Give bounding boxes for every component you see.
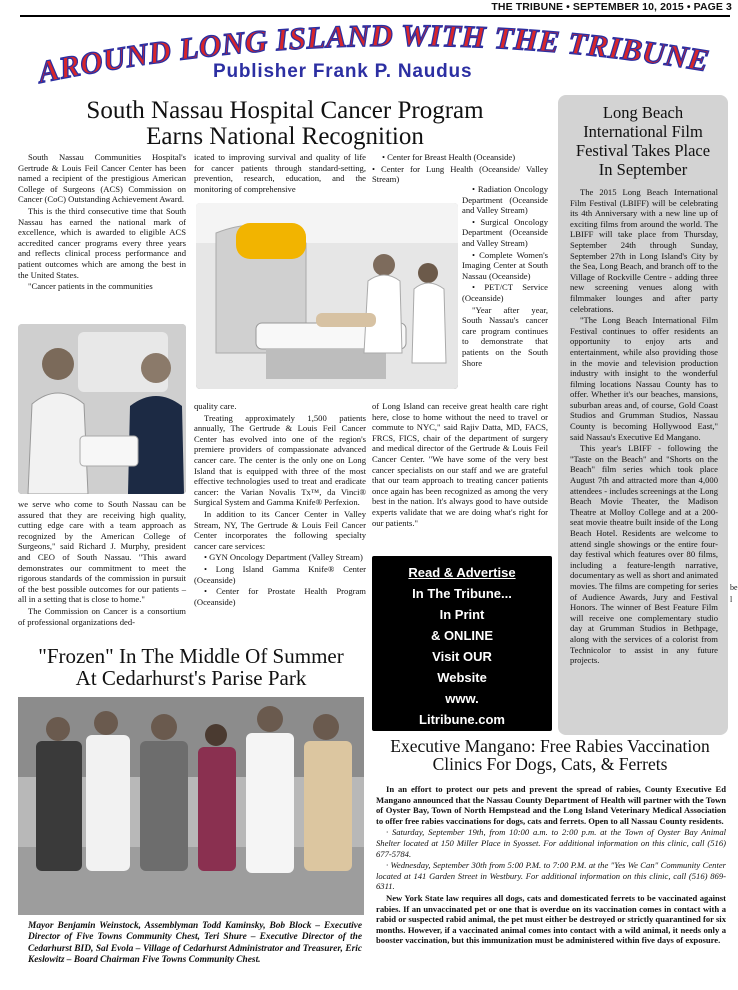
ad-line6: Website <box>437 670 487 685</box>
hospital-col3-b4: • Surgical Oncology Department (Oceanside and Valley Stream) <box>462 216 548 248</box>
ad-line1: Read & Advertise <box>408 565 516 580</box>
hospital-headline-line1: South Nassau Hospital Cancer Program <box>86 97 484 124</box>
hospital-col3-top <box>372 152 548 186</box>
ad-line2: In The Tribune... <box>412 586 512 601</box>
frozen-headline-line2: At Cedarhurst's Parise Park <box>75 666 307 691</box>
rabies-p1: In an effort to protect our pets and prevent the spread of rabies, County Executive Ed Mangano announced that the Nassau County Department of Health will partner with the Town of Oyster Bay, Town of North Hempstead and the Long Island Veterinary Medical Association to offer free rabies vaccinations for dogs, cats and ferrets. Open to all Nassau County residents. <box>376 784 726 826</box>
hospital-col1-p3: "Cancer patients in the communities <box>28 281 153 292</box>
hospital-col2-bottom <box>194 401 366 608</box>
ad-line7: www. <box>445 691 479 706</box>
hospital-col2-p3: In addition to its Cancer Center in Valley Stream, NY, The Gertrude & Louis Feil Cancer Center incorporates the following specialty cancer care services: <box>194 508 366 551</box>
svg-text:AROUND LONG ISLAND WITH THE TR: AROUND LONG ISLAND WITH THE TRIBUNE <box>35 17 712 84</box>
advertise-box[interactable] <box>372 556 552 731</box>
margin-fragment: be l <box>730 583 738 604</box>
rabies-body <box>376 784 726 947</box>
hospital-col3-b5: • Complete Women's Imaging Center at South Nassau (Oceanside) <box>462 249 548 281</box>
rabies-headline-line2: Clinics For Dogs, Cats, & Ferrets <box>432 754 668 775</box>
hospital-col1-p4: we serve who come to South Nassau can be assured that they are receiving high quality, cutting edge care with a team approach as recognized by the American College of Surgeons," said Richard J. Murphy, president and CEO of South Nassau. "This award demonstrates our commitment to meet the rigorous standards of the commission in pursuit of the best possible outcomes for our patients – all in a setting that is close to home." <box>18 499 186 605</box>
hospital-col2-b1: • GYN Oncology Department (Valley Stream) <box>204 552 363 563</box>
ad-website-link[interactable]: Litribune.com <box>419 712 505 727</box>
hospital-headline-line2: Earns National Recognition <box>146 123 424 151</box>
film-headline <box>558 103 728 179</box>
frozen-photo-caption: Mayor Benjamin Weinstock, Assemblyman Todd Kaminsky, Bob Block – Executive Director of Five Towns Community Chest, Teri Shure – Executive Director of the Cedarhurst BID, Sal Evola – Village of Cedarhurst Administrator and Treasurer, Eric Keslowitz – Board Chairman Five Towns Community Chest. <box>28 921 362 966</box>
parise-park-group-photo <box>18 697 364 915</box>
hospital-col3-narrow <box>462 184 548 369</box>
hospital-col1-bottom <box>18 499 186 628</box>
ad-line3: In Print <box>439 607 485 622</box>
film-body <box>570 187 718 666</box>
hospital-col2-b3: • Center for Prostate Health Program (Oceanside) <box>194 586 366 607</box>
hospital-col3-narrow-text: "Year after year, South Nassau's cancer care program continues to demonstrate that patients on the South Shore <box>462 304 548 368</box>
hospital-headline <box>20 98 550 151</box>
hospital-col2-top <box>194 152 366 195</box>
hospital-col1-p1: South Nassau Communities Hospital's Gertrude & Louis Feil Cancer Center has been named a recipient of the prestigious American College of Surgeons (ACS) Commission on Cancer (CoC) Outstanding Achievement Award. <box>18 152 186 205</box>
film-headline-line1: Long Beach <box>602 103 684 122</box>
ad-line5: Visit OUR <box>432 649 492 664</box>
hospital-col3-b1: • Center for Breast Health (Oceanside) <box>382 152 516 162</box>
hospital-col2-p2: Treating approximately 1,500 patients annually, The Gertrude & Louis Feil Cancer Center has evolved into one of the region's premiere providers of compassionate advanced cancer care. The center is the only one on Long Island that is equipped with three of the most effective technologies used to treat and eradicate cancer: the Varian Novalis Tx™, da Vinci® Surgical System and Gamma Knife® Perfexion. <box>194 412 366 508</box>
doctors-photo <box>18 324 186 494</box>
film-headline-line4: In September <box>598 160 688 179</box>
film-headline-line2: International Film <box>583 122 703 141</box>
hospital-col2-p1: quality care. <box>194 401 237 411</box>
hospital-col3-b2: • Center for Lung Health (Oceanside/ Valley Stream) <box>372 163 548 185</box>
radiation-room-photo <box>196 203 458 389</box>
hospital-col1-top <box>18 152 186 293</box>
hospital-col3-b6: • PET/CT Service (Oceanside) <box>462 282 548 303</box>
ad-line4: & ONLINE <box>430 628 494 643</box>
rabies-headline <box>372 737 728 774</box>
film-p2: "The Long Beach International Film Festival continues to offer residents an opportunity to enjoy arts and entertainment, while also providing those in the movie and television production industry with insight to the wonderful filming locations Nassau County has to offer. Whether it's our beaches, mansions, suburban areas and, of course, Gold Coast Studios and Grumman Studios, Nassau County is becoming Hollywood East," said Nassau's Executive Ed Mangano. <box>570 315 718 442</box>
film-festival-sidebar <box>558 95 728 735</box>
film-p1: The 2015 Long Beach International Film Festival (LBIFF) will be celebrating its 4th Anniversary with a new line up of exciting films from around the world. The LBIFF will take place from Thursday, September 24th through Sunday, September 27th in Long Island's City by the Sea, Long Beach, and branch off to the Village of Rockville Centre - adding three new screening venues along with filmmaker lounges and after party celebrations. <box>570 187 718 314</box>
film-p3: This year's LBIFF - following the "Taste on the Beach" and "Shorts on the Beach" film series which took place August 7th and attracted more than 4,000 attendees - includes screenings at the Long Beach Movie Theater, the Madison Theatre at Molloy College and at a 200-seat movie theatre built inside of the Long Beach Hotel. Residents are welcome to attend single showings or the entire four-day festival which features over 80 films, including a feature-length narrative, documentary as well as short and animated movies. The films are competing for series of Audience Awards, Jury and Festival Honors. The winner of Best Feature Film will receive one complementary studio day at Grumman Studios in Bethpage, along with the services of a colorist from Technicolor to assist in any future projects. <box>570 443 718 666</box>
publisher-line: Publisher Frank P. Naudus <box>213 61 473 82</box>
hospital-col1-p5: The Commission on Cancer is a consortium of professional organizations ded- <box>18 605 186 627</box>
rabies-p3: · Wednesday, September 30th from 5:00 P.M. to 7:00 P.M. at the "Yes We Can" Community Center located at 141 Garden Street in Westbury. For additional information on this clinic, call (516) 869-6311. <box>376 860 726 892</box>
hospital-col3-bottom <box>372 401 548 529</box>
frozen-headline-line1: "Frozen" In The Middle Of Summer <box>38 644 344 668</box>
hospital-col2-top-text: icated to improving survival and quality of life for cancer patients through standard-setting, prevention, research, education, and the monitoring of comprehensive <box>194 152 366 194</box>
rabies-p2: · Saturday, September 19th, from 10:00 a.m. to 2:00 p.m. at the Town of Oyster Bay Animal Shelter located at 150 Miller Place in Syosset. For additional information on this clinic, call (516) 677-5784. <box>376 827 726 859</box>
hospital-col1-p2: This is the third consecutive time that South Nassau has earned the national mark of excellence, which is awarded to eligible ACS accredited cancer programs every three years and reflects clinical process performance and patient outcomes which are among the best in the United States. <box>18 205 186 280</box>
hospital-col2-b2: • Long Island Gamma Knife® Center (Oceanside) <box>194 563 366 585</box>
hospital-col3-wide-text: of Long Island can receive great health care right here, close to home without the need to travel or commute to NYC," said Rajiv Datta, MD, FACS, FRCS, FICS, chair of the department of surgery and medical director of the Gertrude & Louis Feil Cancer Center. "We have some of the very best cancer specialists on our staff and we are grateful that our team approach to treating cancer patients once again has been recognized as among the very best in the nation. It's always good to have outside experts validate that we are doing what's right for our patients." <box>372 401 548 528</box>
film-headline-line3: Festival Takes Place <box>575 141 711 160</box>
running-header: THE TRIBUNE • SEPTEMBER 10, 2015 • PAGE 3 <box>491 1 732 13</box>
rabies-p4: New York State law requires all dogs, cats and domesticated ferrets to be vaccinated against rabies. If an unvaccinated pet or one that is overdue on its vaccination comes in contact with a rabid or suspected rabid animal, the pet must either be destroyed or strictly quarantined for six months. However, if a vaccinated animal comes into contact with a wild animal, it needs only a booster vaccination, but this immunization must be administered within five days of exposure. <box>376 892 726 946</box>
frozen-headline <box>18 645 364 689</box>
rabies-headline-line1: Executive Mangano: Free Rabies Vaccination <box>390 736 710 756</box>
hospital-col3-b3: • Radiation Oncology Department (Oceanside and Valley Stream) <box>462 184 548 216</box>
